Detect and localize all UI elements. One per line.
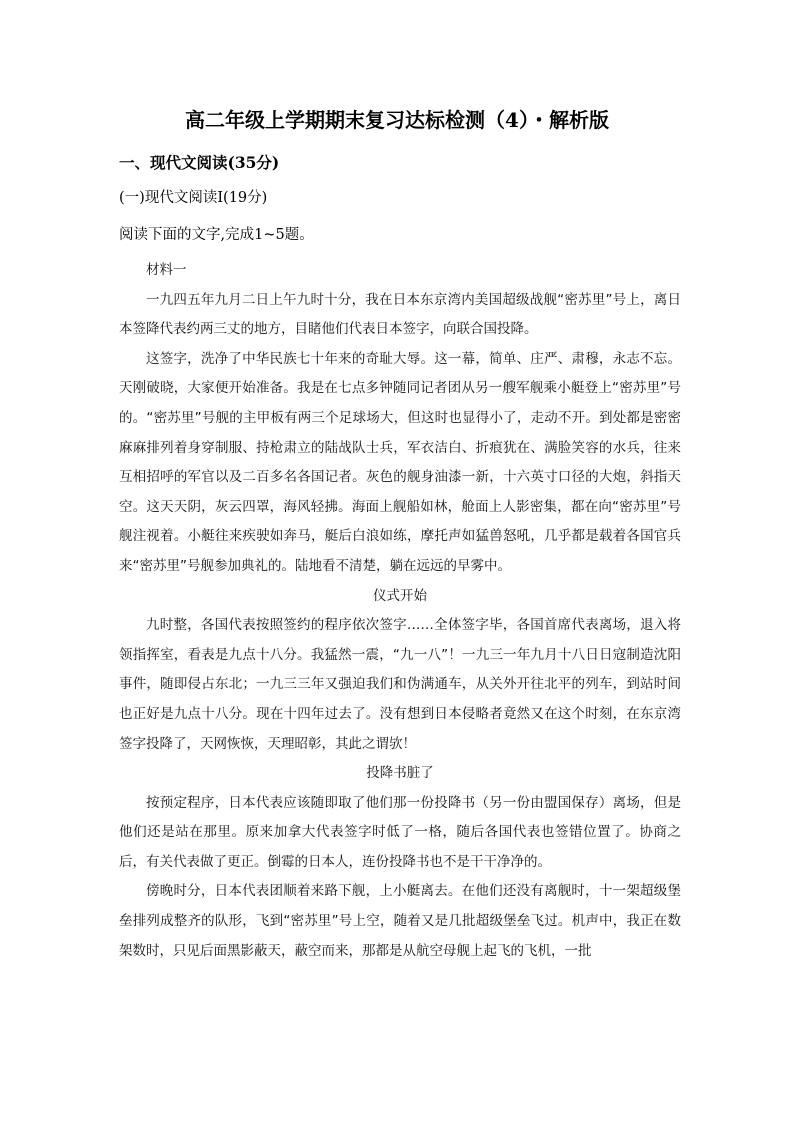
paragraph: 九时整，各国代表按照签约的程序依次签字……全体签字毕，各国首席代表离场，退入将领指挥室，看表是九点十八分。我猛然一震，“九一八”！一九三一年九月十八日日寇制造沈阳事件，随即侵占东北；一九三三年又强迫我们和伪满通车，从关外开往北平的列车，到站时间也正好是九点十八分。现在十四年过去了。没有想到日本侵略者竟然又在这个时刻，在东京湾签字投降了，天网恢恢，天理昭彰，其此之谓欤！ [119, 617, 681, 752]
paragraph: 一九四五年九月二日上午九时十分，我在日本东京湾内美国超级战舰“密苏里”号上，离日本签降代表约两三丈的地方，目睹他们代表日本签字，向联合国投降。 [119, 291, 681, 338]
page-title: 高二年级上学期期末复习达标检测（4）・解析版 [185, 108, 609, 132]
paragraph: 傍晚时分，日本代表团顺着来路下舰，上小艇离去。在他们还没有离舰时，十一架超级堡垒排列成整齐的队形，飞到“密苏里”号上空，随着又是几批超级堡垒飞过。机声中，我正在数架数时，只见后面黑影蔽天，蔽空而来，那都是从航空母舰上起飞的飞机，一批 [119, 883, 681, 959]
paragraph: 这签字，洗净了中华民族七十年来的奇耻大辱。这一幕，简单、庄严、肃穆，永志不忘。天刚破晓，大家便开始准备。我是在七点多钟随同记者团从另一艘军舰乘小艇登上“密苏里”号的。“密苏里”号舰的主甲板有两三个足球场大，但这时也显得小了，走动不开。到处都是密密麻麻排列着身穿制服、持枪肃立的陆战队士兵，军衣洁白、折痕犹在、满脸笑容的水兵，往来互相招呼的军官以及二百多名各国记者。灰色的舰身油漆一新，十六英寸口径的大炮，斜指天空。这天天阴，灰云四罩，海风轻拂。海面上舰船如林，舱面上人影密集，都在向“密苏里”号舰注视着。小艇往来疾驶如奔马，艇后白浪如练，摩托声如猛兽怒吼，几乎都是载着各国官兵来“密苏里”号舰参加典礼的。陆地看不清楚，躺在远远的早雾中。 [119, 350, 681, 574]
section-heading: 一、现代文阅读(35分) [119, 153, 280, 172]
subsection-heading: (一)现代文阅读Ⅰ(19分) [119, 190, 268, 206]
paragraph: 按预定程序，日本代表应该随即取了他们那一份投降书（另一份由盟国保存）离场，但是他们还是站在那里。原来加拿大代表签字时低了一格，随后各国代表也签错位置了。协商之后，有关代表做了更正。倒霉的日本人，连份投降书也不是干干净净的。 [119, 794, 681, 870]
subheading-ceremony: 仪式开始 [373, 587, 427, 604]
instruction-text: 阅读下面的文字,完成1~5题。 [119, 227, 314, 243]
subheading-dirty: 投降书脏了 [366, 765, 434, 782]
reading-passage [119, 256, 681, 966]
material-label: 材料一 [146, 262, 187, 278]
